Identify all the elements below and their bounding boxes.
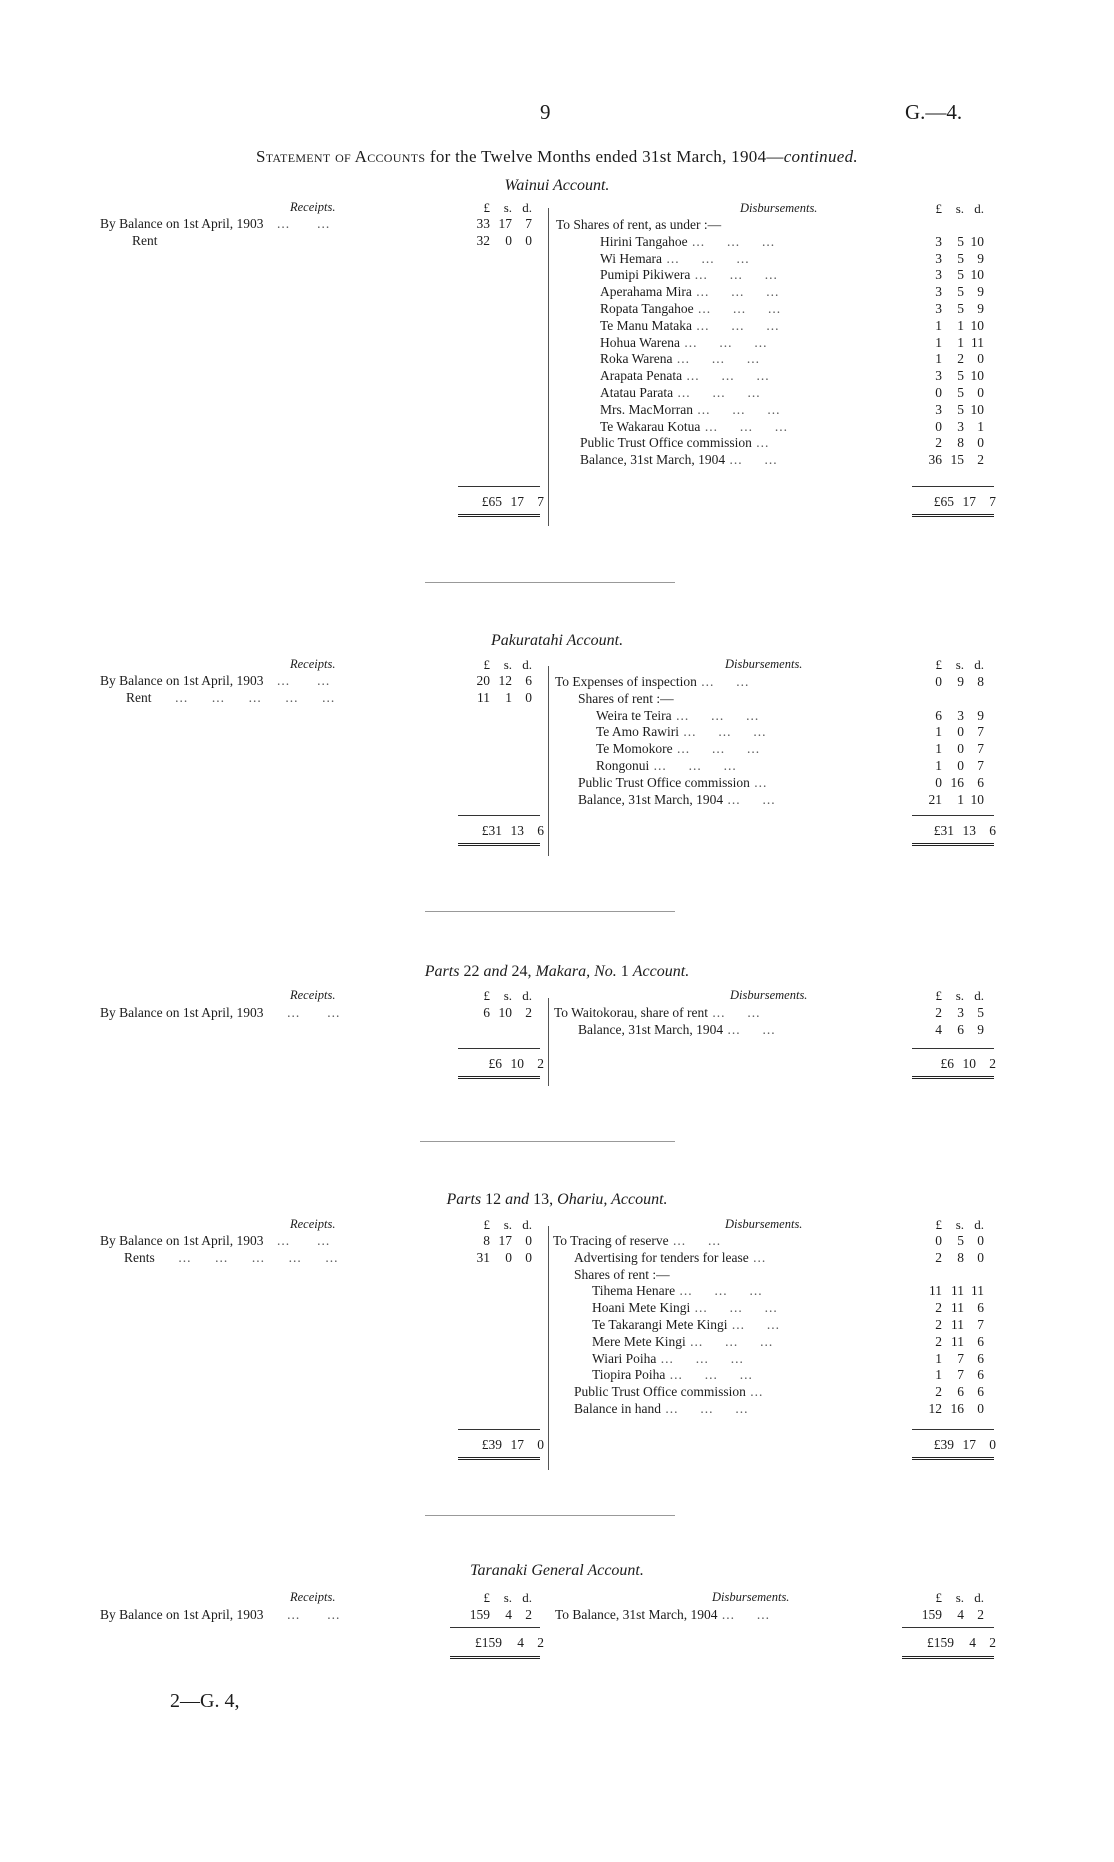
total-rule <box>912 1076 994 1079</box>
total-rule <box>458 1076 540 1079</box>
statement-title <box>0 147 1114 167</box>
disbursement-amount: 1 7 6 <box>935 1367 984 1383</box>
receipt-amount: 11 1 0 <box>477 690 532 705</box>
disbursement-row <box>555 674 749 690</box>
disbursement-amount: 3 5 10 <box>935 401 984 417</box>
disbursement-amount: 21 1 10 <box>928 791 984 807</box>
disbursement-amount: 6 3 9 <box>935 707 984 723</box>
receipts-heading: Receipts. <box>290 1217 336 1231</box>
receipts-heading: Receipts. <box>290 988 336 1002</box>
disbursement-text: Public Trust Office commission <box>580 435 752 451</box>
subtotal-rule <box>458 486 540 487</box>
receipt-amount: 8 17 0 <box>483 1233 532 1248</box>
dot-leader: ... ... ... <box>656 1350 744 1366</box>
disbursement-text: Shares of rent :— <box>578 690 674 706</box>
disbursement-row <box>600 351 760 367</box>
disbursement-text: Pumipi Pikiwera <box>600 267 691 283</box>
receipt-row: By Balance on 1st April, 1903 ... ... <box>100 1233 331 1248</box>
disbursement-text: Mere Mete Kingi <box>592 1333 686 1349</box>
disbursement-amount: 2 6 6 <box>935 1384 984 1400</box>
receipts-heading: Receipts. <box>290 657 336 671</box>
disbursement-text: Te Manu Mataka <box>600 317 693 333</box>
disbursement-amount: 1 1 11 <box>935 334 984 350</box>
account-title: Pakuratahi Account. <box>490 632 624 649</box>
receipt-row: Rent ... ... ... ... ... <box>126 690 336 705</box>
section-separator <box>425 911 675 912</box>
disbursement-row <box>592 1334 773 1350</box>
disbursement-row <box>592 1367 753 1383</box>
dot-leader: ... ... ... <box>672 741 761 757</box>
receipts-heading: Receipts. <box>290 200 336 214</box>
receipts-total: £159 4 2 <box>475 1635 544 1650</box>
column-divider <box>548 208 549 526</box>
disbursement-row <box>596 724 767 740</box>
account-title: Wainui Account. <box>504 177 610 194</box>
page-signature: 2—G. 4, <box>170 1690 240 1712</box>
disbursement-row <box>600 318 780 334</box>
disbursement-text: Public Trust Office commission <box>578 774 750 790</box>
disbursement-row <box>578 1022 776 1038</box>
disbursement-amount: 2 8 0 <box>935 1249 984 1265</box>
disbursement-amount: 3 5 10 <box>935 233 984 249</box>
dot-leader: ... <box>748 1249 767 1265</box>
disbursement-text: Atatau Parata <box>600 385 674 400</box>
disbursement-text: Hirini Tangahoe <box>600 233 688 249</box>
disbursements-total: £39 17 0 <box>933 1437 996 1452</box>
disbursements-heading: Disbursements. <box>725 657 803 671</box>
disbursement-amount: 3 5 10 <box>935 267 984 283</box>
dot-leader: ... ... <box>708 1005 761 1020</box>
receipt-amount: 20 12 6 <box>476 673 532 688</box>
dot-leader: ... ... ... <box>660 1401 749 1416</box>
disbursements-total: £6 10 2 <box>940 1056 996 1071</box>
page-number: 9 <box>540 100 551 124</box>
disbursement-row <box>592 1300 778 1316</box>
disbursement-amount: 2 11 6 <box>935 1333 984 1349</box>
subtotal-rule <box>458 1429 540 1430</box>
total-rule <box>458 514 540 517</box>
section-separator <box>425 582 675 583</box>
subtotal-rule <box>912 486 994 487</box>
receipt-row: By Balance on 1st April, 1903 ... ... <box>100 1607 341 1622</box>
disbursement-amount: 4 6 9 <box>935 1021 984 1037</box>
lsd-heading: £ s. d. <box>483 200 532 215</box>
lsd-heading: £ s. d. <box>935 1590 984 1605</box>
lsd-heading: £ s. d. <box>935 988 984 1003</box>
dot-leader: ... ... ... <box>671 707 760 723</box>
statement-title-rest: for the Twelve Months ended 31st March, 1904— <box>425 147 784 166</box>
dot-leader: ... ... ... <box>691 284 780 300</box>
dot-leader: ... ... ... <box>672 351 761 367</box>
lsd-heading: £ s. d. <box>483 657 532 672</box>
receipt-row: Rents ... ... ... ... ... <box>124 1250 339 1265</box>
disbursement-row <box>574 1401 748 1417</box>
dot-leader: ... ... ... <box>687 233 776 249</box>
disbursement-amount: 12 16 0 <box>928 1401 984 1416</box>
total-rule <box>902 1656 994 1659</box>
disbursement-amount: 159 4 2 <box>921 1607 984 1622</box>
dot-leader: ... ... ... <box>685 1333 774 1349</box>
disbursement-row <box>600 234 775 250</box>
receipts-total: £6 10 2 <box>488 1056 544 1071</box>
account-title: Parts 22 and 24, Makara, No. 1 Account. <box>424 963 690 980</box>
total-rule <box>912 843 994 846</box>
disbursement-text: Arapata Penata <box>600 368 683 384</box>
disbursements-total: £65 17 7 <box>933 494 996 509</box>
disbursement-text: Hohua Warena <box>600 334 681 350</box>
receipts-total: £39 17 0 <box>481 1437 544 1452</box>
disbursement-row <box>596 741 760 757</box>
disbursement-row <box>596 758 737 774</box>
disbursement-row <box>574 1267 670 1283</box>
dot-leader: ... ... ... <box>662 250 750 266</box>
disbursement-text: Tiopira Poiha <box>592 1367 666 1383</box>
dot-leader: ... <box>751 435 770 451</box>
lsd-heading: £ s. d. <box>483 1217 532 1232</box>
dot-leader: ... ... ... <box>692 317 780 333</box>
receipt-amount: 31 0 0 <box>476 1250 532 1265</box>
disbursements-heading: Disbursements. <box>725 1217 803 1231</box>
dot-leader: ... ... <box>727 1317 780 1332</box>
receipt-row: By Balance on 1st April, 1903 ... ... <box>100 673 331 688</box>
dot-leader: ... ... ... <box>682 368 770 384</box>
disbursement-text: Roka Warena <box>600 351 673 367</box>
disbursement-text: Balance in hand <box>574 1401 661 1416</box>
disbursement-text: To Waitokorau, share of rent <box>554 1005 709 1020</box>
dot-leader: ... ... ... <box>649 758 737 773</box>
receipt-row: By Balance on 1st April, 1903 ... ... <box>100 1005 341 1020</box>
disbursement-amount: 1 0 7 <box>935 758 984 773</box>
total-rule <box>912 1457 994 1460</box>
total-rule <box>458 1457 540 1460</box>
disbursement-text: To Balance, 31st March, 1904 <box>555 1607 718 1622</box>
disbursement-row <box>578 691 674 707</box>
disbursement-text: Wiari Poiha <box>592 1350 657 1366</box>
disbursement-text: Aperahama Mira <box>600 284 692 300</box>
disbursement-row <box>600 385 761 401</box>
disbursement-amount: 1 1 10 <box>935 317 984 333</box>
disbursement-row <box>600 251 750 267</box>
disbursement-amount: 3 5 9 <box>935 301 984 316</box>
dot-leader: ... ... <box>668 1233 722 1248</box>
dot-leader: ... ... <box>696 674 750 689</box>
subtotal-rule <box>912 1048 994 1049</box>
lsd-heading: £ s. d. <box>483 1590 532 1605</box>
statement-title-caps: Statement of Accounts <box>256 147 426 166</box>
disbursement-row <box>574 1250 766 1266</box>
disbursements-heading: Disbursements. <box>712 1590 790 1604</box>
disbursement-amount: 1 7 6 <box>935 1350 984 1366</box>
dot-leader: ... ... ... <box>665 1367 753 1383</box>
subtotal-rule <box>902 1627 994 1628</box>
disbursements-total: £31 13 6 <box>933 823 996 838</box>
disbursement-text: Te Takarangi Mete Kingi <box>592 1317 728 1332</box>
receipts-heading: Receipts. <box>290 1590 336 1604</box>
disbursement-row <box>592 1317 780 1333</box>
disbursement-text: Tihema Henare <box>592 1283 676 1299</box>
disbursement-text: Weira te Teira <box>596 707 672 723</box>
disbursement-row <box>592 1351 744 1367</box>
disbursement-text: Advertising for tenders for lease <box>574 1249 749 1265</box>
receipts-total: £31 13 6 <box>481 823 544 838</box>
disbursement-amount: 1 0 7 <box>935 741 984 757</box>
disbursement-amount: 0 9 8 <box>935 674 984 689</box>
disbursement-row <box>553 1233 721 1249</box>
disbursement-row <box>578 775 767 791</box>
disbursement-row <box>574 1384 763 1400</box>
subtotal-rule <box>450 1627 540 1628</box>
dot-leader: ... ... <box>723 791 776 807</box>
disbursement-text: Wi Hemara <box>600 250 663 266</box>
disbursements-heading: Disbursements. <box>740 201 818 215</box>
disbursement-text: To Shares of rent, as under :— <box>556 217 722 232</box>
disbursement-amount: 1 2 0 <box>935 351 984 367</box>
disbursement-amount: 36 15 2 <box>928 452 984 468</box>
lsd-heading: £ s. d. <box>935 201 984 216</box>
disbursements-total: £159 4 2 <box>927 1635 996 1650</box>
subtotal-rule <box>912 815 994 816</box>
disbursement-amount: 3 5 9 <box>935 284 984 300</box>
total-rule <box>450 1656 540 1659</box>
disbursement-amount: 3 5 10 <box>935 368 984 384</box>
total-rule <box>458 843 540 846</box>
disbursement-text: Rongonui <box>596 758 650 773</box>
disbursement-amount: 11 11 11 <box>929 1283 984 1299</box>
disbursement-row <box>600 284 779 300</box>
dot-leader: ... <box>745 1384 764 1400</box>
subtotal-rule <box>458 815 540 816</box>
disbursement-row <box>596 708 759 724</box>
receipt-row: By Balance on 1st April, 1903 ... ... <box>100 216 331 231</box>
subtotal-rule <box>912 1429 994 1430</box>
dot-leader: ... ... ... <box>693 301 782 316</box>
disbursement-row <box>600 335 768 351</box>
dot-leader: ... ... ... <box>690 1300 778 1316</box>
disbursement-text: Te Momokore <box>596 741 673 757</box>
disbursement-row <box>600 368 770 384</box>
disbursement-amount: 0 3 1 <box>935 418 984 434</box>
disbursement-amount: 0 5 0 <box>935 385 984 400</box>
disbursement-text: To Tracing of reserve <box>553 1233 669 1248</box>
disbursement-row <box>555 1607 770 1623</box>
column-divider <box>548 1226 549 1470</box>
dot-leader: ... ... ... <box>675 1283 763 1299</box>
receipt-amount: 32 0 0 <box>476 233 532 248</box>
disbursement-row <box>556 217 721 233</box>
disbursement-row <box>578 792 776 808</box>
receipt-amount: 33 17 7 <box>476 216 532 231</box>
account-title: Parts 12 and 13, Ohariu, Account. <box>446 1191 668 1208</box>
disbursement-row <box>554 1005 761 1021</box>
disbursement-row <box>600 419 788 435</box>
disbursement-text: To Expenses of inspection <box>555 674 697 689</box>
disbursement-row <box>600 301 781 317</box>
disbursement-amount: 2 11 7 <box>935 1317 984 1332</box>
statement-title-italic: continued. <box>783 147 858 166</box>
column-divider <box>548 998 549 1086</box>
lsd-heading: £ s. d. <box>935 657 984 672</box>
disbursement-text: Te Amo Rawiri <box>596 724 680 740</box>
dot-leader: ... ... ... <box>680 334 768 350</box>
disbursement-text: Te Wakarau Kotua <box>600 418 701 434</box>
disbursement-amount: 0 5 0 <box>935 1233 984 1248</box>
subtotal-rule <box>458 1048 540 1049</box>
disbursements-heading: Disbursements. <box>730 988 808 1002</box>
disbursement-row <box>580 452 778 468</box>
disbursement-text: Hoani Mete Kingi <box>592 1300 691 1316</box>
disbursement-amount: 1 0 7 <box>935 724 984 740</box>
disbursement-text: Balance, 31st March, 1904 <box>580 452 726 468</box>
column-divider <box>548 666 549 856</box>
disbursement-amount: 2 8 0 <box>935 435 984 451</box>
lsd-heading: £ s. d. <box>483 988 532 1003</box>
dot-leader: ... ... ... <box>673 385 761 400</box>
disbursement-text: Mrs. MacMorran <box>600 401 693 417</box>
lsd-heading: £ s. d. <box>935 1217 984 1232</box>
dot-leader: ... ... ... <box>690 267 778 283</box>
dot-leader: ... ... ... <box>679 724 767 740</box>
disbursement-row <box>580 435 769 451</box>
disbursement-amount: 2 3 5 <box>935 1005 984 1020</box>
dot-leader: ... ... ... <box>692 401 781 417</box>
dot-leader: ... <box>749 774 768 790</box>
receipt-amount: 6 10 2 <box>483 1005 532 1020</box>
disbursement-text: Public Trust Office commission <box>574 1384 746 1400</box>
disbursement-text: Balance, 31st March, 1904 <box>578 1021 724 1037</box>
section-separator <box>420 1141 675 1142</box>
dot-leader: ... ... ... <box>700 418 788 434</box>
disbursement-amount: 0 16 6 <box>935 774 984 790</box>
receipt-amount: 159 4 2 <box>469 1607 532 1622</box>
dot-leader: ... ... <box>723 1021 776 1037</box>
disbursement-amount: 2 11 6 <box>935 1300 984 1316</box>
disbursement-text: Balance, 31st March, 1904 <box>578 791 724 807</box>
receipts-total: £65 17 7 <box>481 494 544 509</box>
disbursement-amount: 3 5 9 <box>935 250 984 266</box>
document-reference: G.—4. <box>905 100 963 124</box>
disbursement-text: Shares of rent :— <box>574 1266 670 1282</box>
dot-leader: ... ... <box>717 1607 771 1622</box>
account-title: Taranaki General Account. <box>470 1562 644 1579</box>
total-rule <box>912 514 994 517</box>
disbursement-row <box>600 267 778 283</box>
disbursement-text: Ropata Tangahoe <box>600 301 694 316</box>
receipt-row: Rent <box>132 233 158 248</box>
disbursement-row <box>592 1283 763 1299</box>
dot-leader: ... ... <box>725 452 778 468</box>
section-separator <box>425 1515 675 1516</box>
disbursement-row <box>600 402 780 418</box>
